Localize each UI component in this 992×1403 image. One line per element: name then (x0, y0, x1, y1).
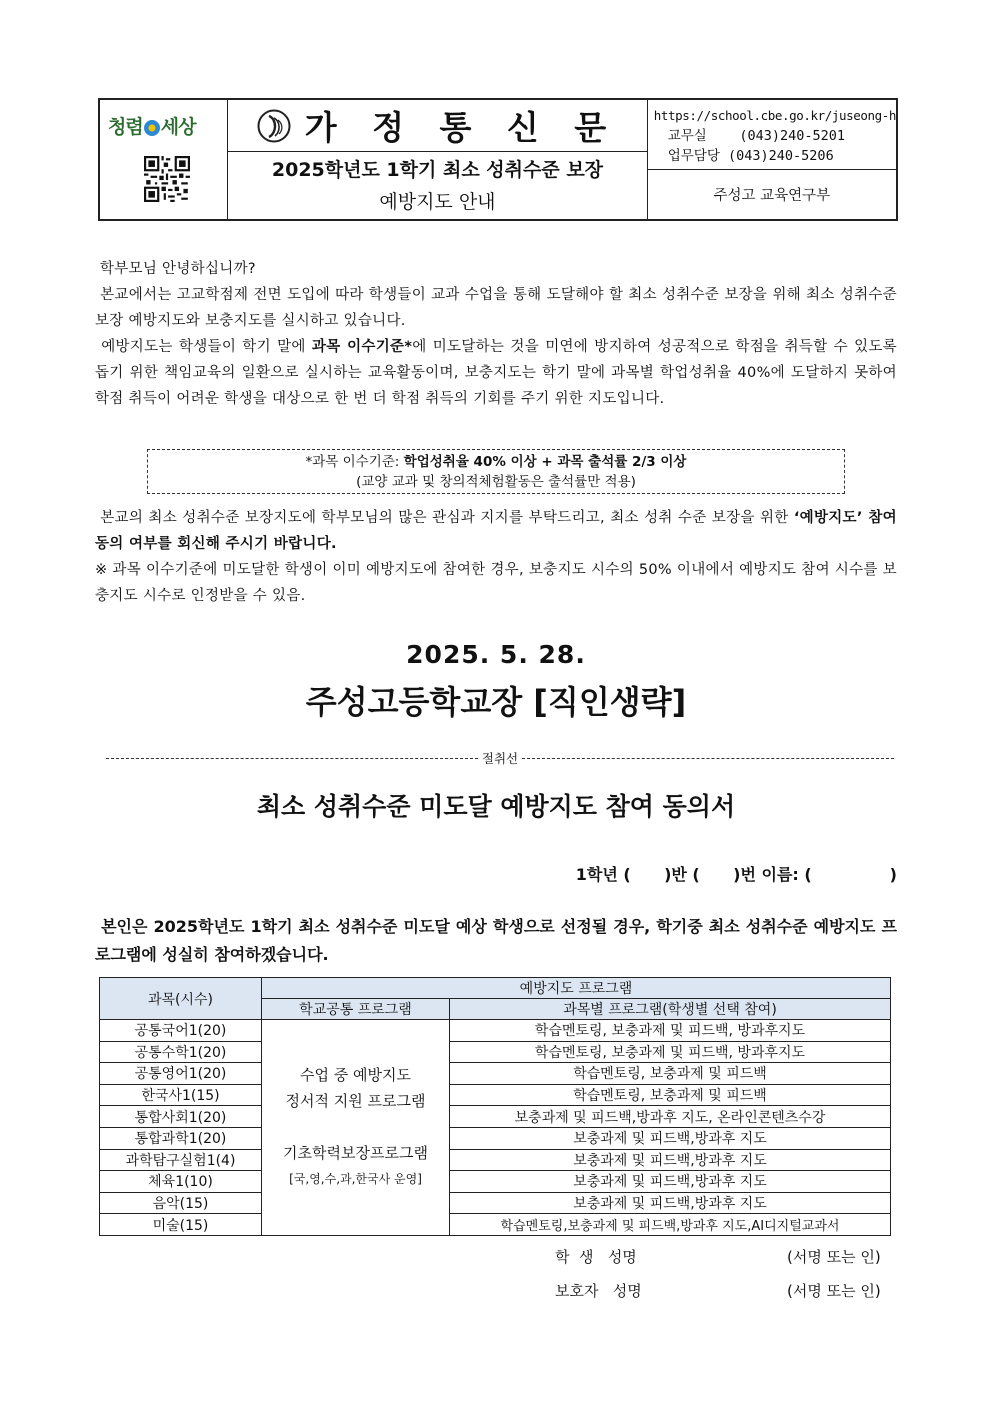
consent-form-title: 최소 성취수준 미도달 예방지도 참여 동의서 (256, 792, 736, 821)
logo-text-b: 세상 (160, 116, 196, 138)
paragraph-intro: 본교에서는 고교학점제 전면 도입에 따라 학생들이 교과 수업을 통해 도달해야 할 최소 성취수준 보장을 위해 최소 성취수준 보장 예방지도와 보충지도를 실시하고 있습니다. (95, 287, 897, 329)
table-head-subject: 과목(시수) (100, 978, 262, 1020)
principal-signature: 주성고등학교장 [직인생략] (305, 683, 687, 721)
logo-text-a: 청렴 (108, 116, 143, 138)
agreement-statement: 본인은 2025학년도 1학기 최소 성취수준 미도달 예상 학생으로 선정될 경우, 학기중 최소 성취수준 예방지도 프로그램에 성실히 참여하겠습니다. (95, 917, 897, 964)
common-program-cell: 수업 중 예방지도 정서적 지원 프로그램 기초학력보장프로그램 [국,영,수,과,한국사 운영] (262, 1020, 450, 1236)
table-row: 과학탐구실험1(4) 보충과제 및 피드백,방과후 지도 (100, 1149, 891, 1171)
criteria-note-box: *과목 이수기준: 학업성취율 40% 이상 + 과목 출석률 2/3 이상 (교양 교과 및 창의적체험활동은 출석률만 적용) (147, 449, 845, 494)
issue-date: 2025. 5. 28. (406, 640, 586, 669)
table-row: 통합사회1(20) 보충과제 및 피드백,방과후 지도, 온라인콘텐츠수강 (100, 1106, 891, 1128)
integrity-logo (108, 112, 195, 139)
table-row: 체육1(10) 보충과제 및 피드백,방과후 지도 (100, 1171, 891, 1193)
table-row: 공통국어1(20) 수업 중 예방지도 정서적 지원 프로그램 기초학력보장프로그램 [국,영,수,과,한국사 운영] 학습멘토링, 보충과제 및 피드백, 방과후지도 (100, 1020, 891, 1042)
parent-signature-label: 보호자 성명 (555, 1282, 642, 1300)
newsletter-subtitle (228, 152, 647, 218)
header-logo-cell (100, 100, 228, 219)
greeting: 학부모님 안녕하십니까? (99, 261, 256, 277)
table-row: 한국사1(15) 학습멘토링, 보충과제 및 피드백 (100, 1084, 891, 1106)
paragraph-prevention: 예방지도는 학생들이 학기 말에 과목 이수기준*에 미도달하는 것을 미연에 방지하여 성공적으로 학점을 취득할 수 있도록 돕기 위한 책임교육의 일환으로 실시하는 교육활동이며, 보충지도는 학기 말에 과목별 학업성취율 40%에 도달하지 못하여 학점 취득이 어려운 학생을 대상으로 한 번 더 학점 취득의 기회를 주기 위한 지도입니다. (95, 339, 897, 407)
subtitle-line2: 예방지도 안내 (379, 191, 496, 213)
table-row: 음악(15) 보충과제 및 피드백,방과후 지도 (100, 1192, 891, 1214)
cut-line-label: 절취선 (481, 751, 519, 766)
table-head-subject-program: 과목별 프로그램(학생별 선택 참여) (450, 999, 891, 1020)
table-head-common: 학교공통 프로그램 (262, 999, 450, 1020)
parent-signature-field[interactable]: (서명 또는 인) (787, 1282, 881, 1300)
student-signature-field[interactable]: (서명 또는 인) (787, 1248, 881, 1266)
program-table (99, 977, 891, 1236)
subtitle-line1: 2025학년도 1학기 최소 성취수준 보장 (271, 159, 604, 181)
completion-criteria-emphasis: 과목 이수기준* (311, 339, 413, 355)
school-url-link[interactable]: https://school.cbe.go.kr/juseong-h (653, 108, 896, 123)
header-contact-cell (648, 100, 896, 219)
student-info-fields[interactable]: 1학년 ( )반 ( )번 이름: ( ) (575, 865, 897, 884)
header-title-cell (228, 100, 648, 219)
reply-request-emphasis: ‘예방지도’ 참여 동의 여부를 회신해 주시기 바랍니다. (95, 510, 897, 552)
table-row: 미술(15) 학습멘토링,보충과제 및 피드백,방과후 지도,AI디지털교과서 (100, 1214, 891, 1236)
phone-office: 교무실 (043)240-5201 (667, 128, 846, 144)
school-emblem-icon (257, 109, 291, 143)
student-signature-label: 학 생 성명 (555, 1248, 637, 1266)
table-row: 통합과학1(20) 보충과제 및 피드백,방과후 지도 (100, 1127, 891, 1149)
logo-dot-icon (144, 120, 160, 136)
newsletter-header (98, 98, 898, 221)
paragraph-request: 본교의 최소 성취수준 보장지도에 학부모님의 많은 관심과 지지를 부탁드리고, 최소 성취 수준 보장을 위한 ‘예방지도’ 참여 동의 여부를 회신해 주시기 바랍니다. (95, 510, 897, 552)
newsletter-title: 가 정 통 신 문 (304, 108, 619, 147)
cut-line (106, 749, 894, 767)
table-row: 공통수학1(20) 학습멘토링, 보충과제 및 피드백, 방과후지도 (100, 1041, 891, 1063)
table-head-program: 예방지도 프로그램 (262, 978, 891, 999)
qr-code-icon[interactable] (144, 156, 190, 202)
table-row: 공통영어1(20) 학습멘토링, 보충과제 및 피드백 (100, 1063, 891, 1085)
department-label: 주성고 교육연구부 (713, 188, 831, 204)
paragraph-note: ※ 과목 이수기준에 미도달한 학생이 이미 예방지도에 참여한 경우, 보충지도 시수의 50% 이내에서 예방지도 참여 시수를 보충지도 시수로 인정받을 수 있음. (95, 562, 897, 604)
phone-staff: 업무담당 (043)240-5206 (667, 148, 834, 164)
